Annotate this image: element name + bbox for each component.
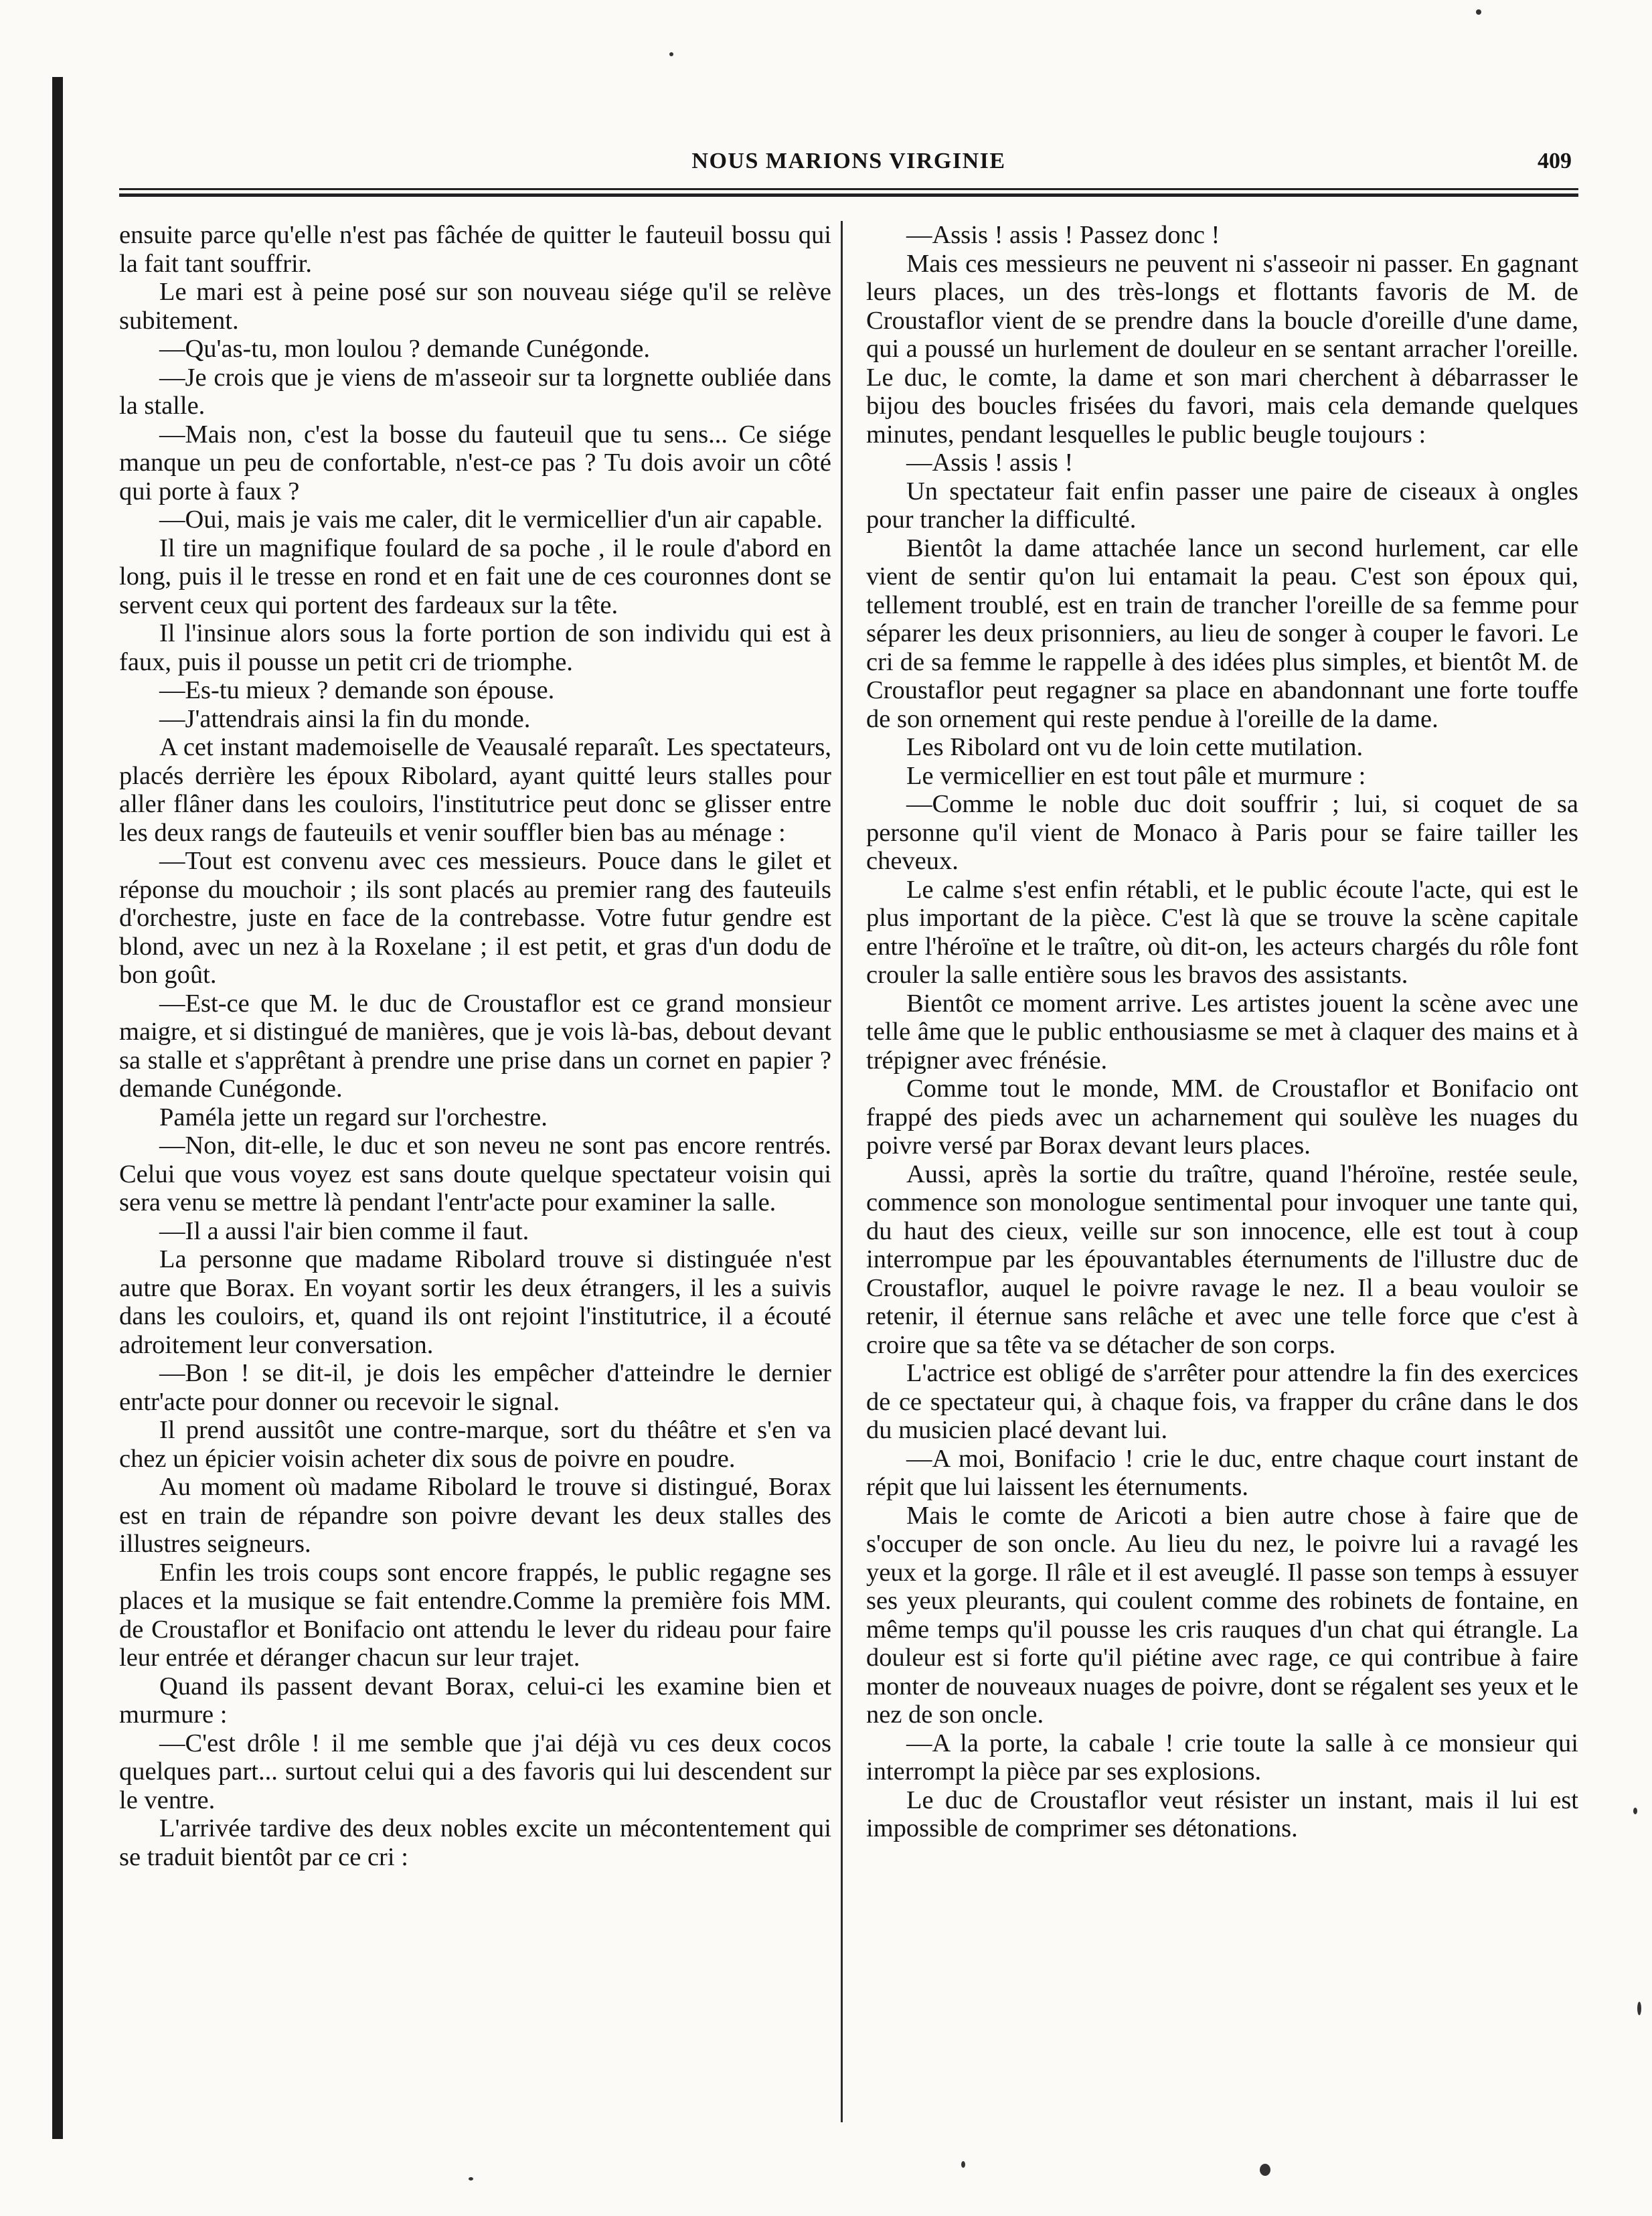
column-divider — [841, 221, 843, 2122]
paragraph: —Mais non, c'est la bosse du fauteuil que tu sens... Ce siége manque un peu de confortable, n'est-ce pas ? Tu dois avoir un côté qui porte à faux ? — [119, 420, 831, 505]
paragraph: Aussi, après la sortie du traître, quand l'héroïne, restée seule, commence son monologue sentimental pour invoquer une tante qui, du haut des cieux, veille sur son innocence, elle est tout à coup interrompue par les épouvantables éternuments de l'illustre duc de Croustaflor, auquel le poivre ravage le nez. Il a beau vouloir se retenir, il éternue sans relâche et avec une telle force que c'est à croire que sa tête va se détacher de son corps. — [866, 1160, 1578, 1359]
paragraph: L'actrice est obligé de s'arrêter pour attendre la fin des exercices de ce spectateur qui, à chaque fois, va frapper du crâne dans le dos du musicien placé devant lui. — [866, 1359, 1578, 1444]
page-binding-edge — [52, 77, 63, 2139]
paragraph: —C'est drôle ! il me semble que j'ai déjà vu ces deux cocos quelques part... surtout celui qui a des favoris qui lui descendent sur le ventre. — [119, 1729, 831, 1814]
paragraph: Le calme s'est enfin rétabli, et le public écoute l'acte, qui est le plus important de la pièce. C'est là que se trouve la scène capitale entre l'héroïne et le traître, où dit-on, les acteurs chargés du rôle font crouler la salle entière sous les bravos des assistants. — [866, 875, 1578, 989]
paragraph: —Je crois que je viens de m'asseoir sur ta lorgnette oubliée dans la stalle. — [119, 363, 831, 420]
paragraph: Au moment où madame Ribolard le trouve si distingué, Borax est en train de répandre son poivre devant les deux stalles des illustres seigneurs. — [119, 1473, 831, 1558]
right-column — [866, 221, 1578, 1843]
print-speck — [469, 2177, 473, 2181]
paragraph: —Assis ! assis ! — [906, 449, 1074, 477]
paragraph: Paméla jette un regard sur l'orchestre. — [159, 1103, 548, 1131]
print-speck — [1260, 2164, 1270, 2176]
print-speck — [669, 52, 673, 56]
paragraph: Il l'insinue alors sous la forte portion de son individu qui est à faux, puis il pousse un petit cri de triomphe. — [119, 619, 831, 676]
running-title: NOUS MARIONS VIRGINIE — [691, 149, 1006, 173]
paragraph: Le duc de Croustaflor veut résister un instant, mais il lui est impossible de comprimer ses détonations. — [866, 1786, 1578, 1842]
paragraph: L'arrivée tardive des deux nobles excite un mécontentement qui se traduit bientôt par ce cri : — [119, 1814, 831, 1871]
paragraph: A cet instant mademoiselle de Veausalé reparaît. Les spectateurs, placés derrière les époux Ribolard, ayant quitté leurs stalles pour aller flâner dans les couloirs, l'institutrice peut donc se glisser entre les deux rangs de fauteuils et venir souffler bien bas au ménage : — [119, 733, 831, 847]
paragraph: Quand ils passent devant Borax, celui-ci les examine bien et murmure : — [119, 1672, 831, 1729]
paragraph: Il prend aussitôt une contre-marque, sort du théâtre et s'en va chez un épicier voisin acheter dix sous de poivre en poudre. — [119, 1416, 831, 1473]
paragraph: —Oui, mais je vais me caler, dit le vermicellier d'un air capable. — [159, 505, 823, 534]
paragraph: —Assis ! assis ! Passez donc ! — [906, 221, 1220, 249]
paragraph: —A la porte, la cabale ! crie toute la salle à ce monsieur qui interrompt la pièce par ses explosions. — [866, 1729, 1578, 1786]
page-number: 409 — [1538, 149, 1572, 173]
paragraph: Mais le comte de Aricoti a bien autre chose à faire que de s'occuper de son oncle. Au lieu du nez, le poivre lui a ravagé les yeux et la gorge. Il râle et il est aveuglé. Il passe son temps à essuyer ses yeux pleurants, qui coulent comme des robinets de fontaine, en même temps qu'il pousse les cris rauques d'un chat qui étrangle. La douleur est si forte qu'il piétine avec rage, ce qui contribue à faire monter de nouveaux nuages de poivre, dont se régalent ses yeux et le nez de son oncle. — [866, 1501, 1578, 1729]
paragraph: —Est-ce que M. le duc de Croustaflor est ce grand monsieur maigre, et si distingué de manières, que je vois là-bas, debout devant sa stalle et s'apprêtant à prendre une prise dans un cornet en papier ? demande Cunégonde. — [119, 989, 831, 1103]
header-rule-thin — [119, 188, 1578, 190]
paragraph: Le mari est à peine posé sur son nouveau siége qu'il se relève subitement. — [119, 278, 831, 335]
print-speck — [1476, 9, 1481, 15]
paragraph: —Es-tu mieux ? demande son épouse. — [159, 676, 555, 704]
paragraph: Bientôt ce moment arrive. Les artistes jouent la scène avec une telle âme que le public enthousiasme se met à claquer des mains et à trépigner avec frénésie. — [866, 989, 1578, 1075]
paragraph: —J'attendrais ainsi la fin du monde. — [159, 704, 531, 733]
header-rule-thick — [119, 193, 1578, 197]
paragraph: —Comme le noble duc doit souffrir ; lui, si coquet de sa personne qu'il vient de Monaco à Paris pour se faire tailler les cheveux. — [866, 790, 1578, 875]
paragraph: Il tire un magnifique foulard de sa poche , il le roule d'abord en long, puis il le tresse en rond et en fait une de ces couronnes dont se servent ceux qui portent des fardeaux sur la tête. — [119, 534, 831, 619]
paragraph: Les Ribolard ont vu de loin cette mutilation. — [906, 733, 1364, 761]
left-column — [119, 221, 831, 1871]
paragraph: Un spectateur fait enfin passer une paire de ciseaux à ongles pour trancher la difficulté. — [866, 477, 1578, 534]
print-speck — [1633, 1808, 1637, 1814]
print-speck — [1637, 2002, 1641, 2015]
paragraph: Enfin les trois coups sont encore frappés, le public regagne ses places et la musique se fait entendre.Comme la première fois MM. de Croustaflor et Bonifacio ont attendu le lever du rideau pour faire leur entrée et déranger chacun sur leur trajet. — [119, 1558, 831, 1672]
paragraph: —Il a aussi l'air bien comme il faut. — [159, 1216, 529, 1245]
paragraph: Le vermicellier en est tout pâle et murmure : — [906, 761, 1366, 790]
paragraph: —Tout est convenu avec ces messieurs. Pouce dans le gilet et réponse du mouchoir ; ils sont placés au premier rang des fauteuils d'orchestre, juste en face de la contrebasse. Votre futur gendre est blond, avec un nez à la Roxelane ; il est petit, et gras d'un dodu de bon goût. — [119, 847, 831, 989]
paragraph: Comme tout le monde, MM. de Croustaflor et Bonifacio ont frappé des pieds avec un acharnement qui soulève les nuages du poivre versé par Borax devant leurs places. — [866, 1075, 1578, 1160]
paragraph: —A moi, Bonifacio ! crie le duc, entre chaque court instant de répit que lui laissent les éternuments. — [866, 1444, 1578, 1501]
paragraph: Bientôt la dame attachée lance un second hurlement, car elle vient de sentir qu'on lui entamait la peau. C'est son époux qui, tellement troublé, est en train de trancher l'oreille de sa femme pour séparer les deux prisonniers, au lieu de songer à couper le favori. Le cri de sa femme le rappelle à des idées plus simples, et bientôt M. de Croustaflor peut regagner sa place en abandonnant une forte touffe de son ornement qui reste pendue à l'oreille de la dame. — [866, 534, 1578, 733]
paragraph: —Non, dit-elle, le duc et son neveu ne sont pas encore rentrés. Celui que vous voyez est sans doute quelque spectateur voisin qui sera venu se mettre là pendant l'entr'acte pour examiner la salle. — [119, 1131, 831, 1216]
running-header — [119, 149, 1578, 185]
paragraph: ensuite parce qu'elle n'est pas fâchée de quitter le fauteuil bossu qui la fait tant souffrir. — [119, 221, 831, 278]
paragraph: —Bon ! se dit-il, je dois les empêcher d'atteindre le dernier entr'acte pour donner ou recevoir le signal. — [119, 1359, 831, 1416]
paragraph: —Qu'as-tu, mon loulou ? demande Cunégonde. — [159, 335, 650, 363]
paragraph: Mais ces messieurs ne peuvent ni s'asseoir ni passer. En gagnant leurs places, un des très-longs et flottants favoris de M. de Croustaflor vient de se prendre dans la boucle d'oreille d'une dame, qui a poussé un hurlement de douleur en se sentant arracher l'oreille. Le duc, le comte, la dame et son mari cherchent à débarrasser le bijou des boucles frisées du favori, mais cela demande quelques minutes, pendant lesquelles le public beugle toujours : — [866, 249, 1578, 449]
paragraph: La personne que madame Ribolard trouve si distinguée n'est autre que Borax. En voyant sortir les deux étrangers, il les a suivis dans les couloirs, et, quand ils ont rejoint l'institutrice, il a écouté adroitement leur conversation. — [119, 1245, 831, 1359]
print-speck — [961, 2161, 965, 2168]
